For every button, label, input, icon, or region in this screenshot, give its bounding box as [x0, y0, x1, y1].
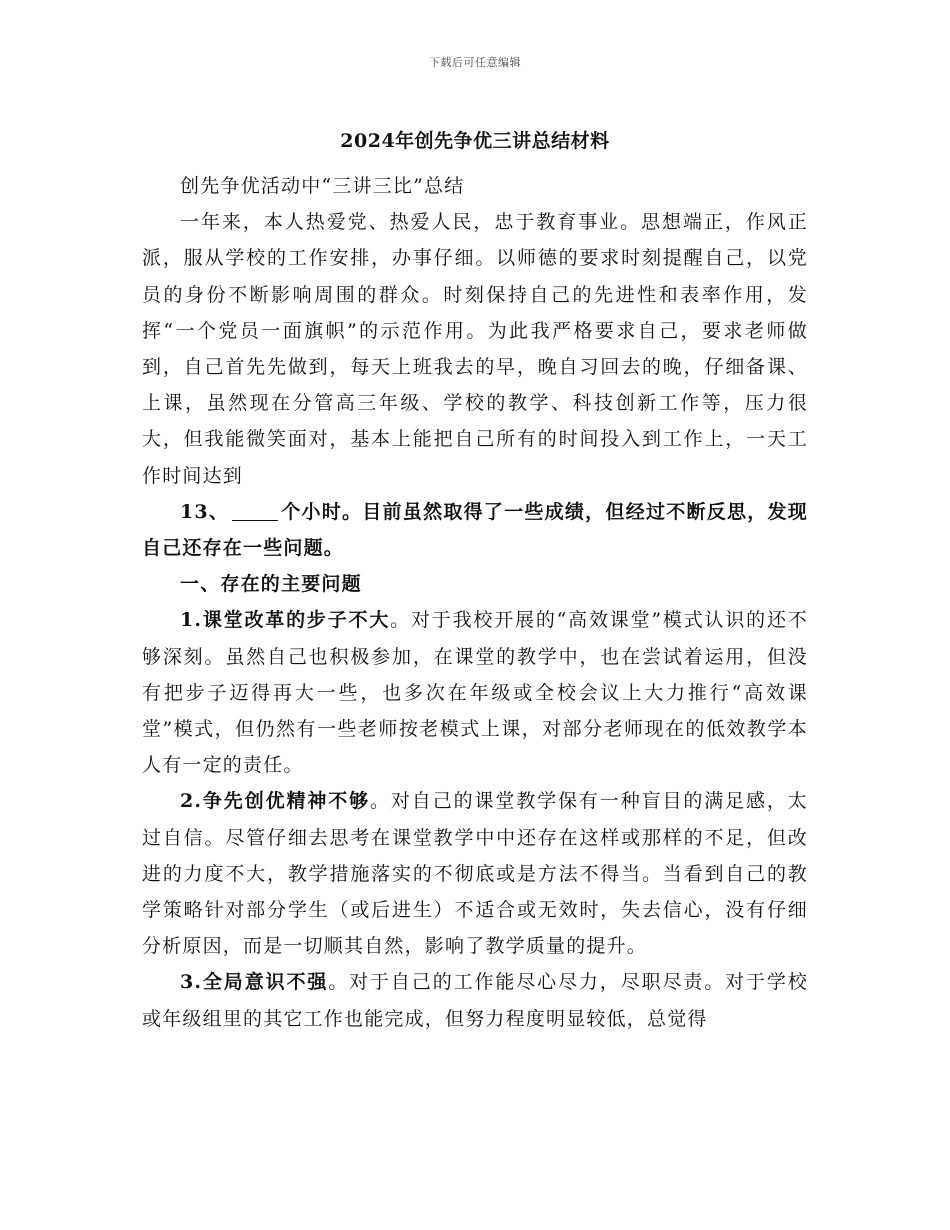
document-title: 2024年创先争优三讲总结材料: [340, 130, 610, 152]
hours-prefix: 13、: [180, 500, 230, 523]
hours-blank: [232, 500, 278, 521]
problem-item-text: 。对于自己的工作能尽心尽力，尽职尽责。对于学校或年级组里的其它工作也能完成，但努力程度明显较低，总觉得: [142, 971, 809, 1030]
problem-item-2: [142, 783, 808, 964]
page-header: 下载后可任意编辑: [429, 56, 521, 69]
problem-item-3: [142, 964, 808, 1036]
problem-item-lead: 3.全局意识不强: [180, 971, 329, 994]
section-heading: 一、存在的主要问题: [180, 573, 362, 596]
problem-item-lead: 1.课堂改革的步子不大: [180, 609, 391, 632]
problem-item-text: 。对于我校开展的“高效课堂”模式认识的还不够深刻。虽然自己也积极参加，在课堂的教学中，也在尝试着运用，但没有把步子迈得再大一些，也多次在年级或全校会议上大力推行“高效课堂”模式，但仍然有一些老师按老模式上课，对部分老师现在的低效教学本人有一定的责任。: [142, 609, 808, 777]
problem-item-text: 。对自己的课堂教学保有一种盲目的满足感，太过自信。尽管仔细去思考在课堂教学中中还存在这样或那样的不足，但改进的力度不大，教学措施落实的不彻底或是方法不得当。当看到自己的教学策略针对部分学生（或后进生）不适合或无效时，失去信心，没有仔细分析原因，而是一切顺其自然，影响了教学质量的提升。: [142, 790, 808, 958]
subtitle-paragraph: 创先争优活动中“三讲三比”总结: [180, 175, 465, 197]
intro-paragraph: 一年来，本人热爱党、热爱人民，忠于教育事业。思想端正，作风正派，服从学校的工作安排，办事仔细。以师德的要求时刻提醒自己，以党员的身份不断影响周围的群众。时刻保持自己的先进性和表率作用，发挥“一个党员一面旗帜”的示范作用。为此我严格要求自己，要求老师做到，自己首先先做到，每天上班我去的早，晚自习回去的晚，仔细备课、上课，虽然现在分管高三年级、学校的教学、科技创新工作等，压力很大，但我能微笑面对，基本上能把自己所有的时间投入到工作上，一天工作时间达到: [142, 211, 808, 487]
hours-suffix: 个小时。目前虽然取得了一些成绩，但经过不断反思，发现自己还存在一些问题。: [142, 500, 808, 560]
problem-item-1: [142, 602, 808, 783]
problem-item-lead: 2.争先创优精神不够: [180, 790, 371, 813]
hours-paragraph: [142, 494, 808, 566]
document-body: [142, 168, 808, 1037]
